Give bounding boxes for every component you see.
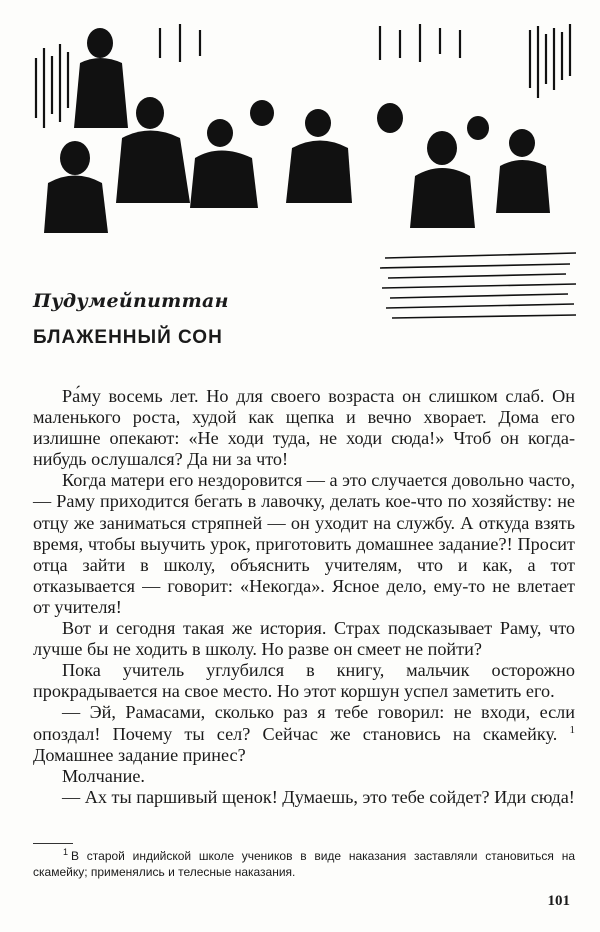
paragraph: Ра́му восемь лет. Но для своего возраста он слишком слаб. Он маленького роста, худой как щепка и вечно хворает. Дома его излишне опекают: «Не ходи туда, не ходи сюда!» Чтоб он когда-нибудь ослушался? Да ни за что! bbox=[33, 386, 575, 470]
footnote-number: 1 bbox=[63, 847, 69, 857]
paragraph: Вот и сегодня такая же история. Страх подсказывает Раму, что лучше бы не ходить в школу. Но разве он смеет не пойти? bbox=[33, 618, 575, 660]
paragraph: Когда матери его нездоровится — а это случается довольно часто, — Раму приходится бегать в лавочку, делать кое-что по хозяйству: не отцу же заниматься стряпней — он уходит на службу. А откуда взять время, чтобы выучить урок, приготовить домашнее задание?! Просит отца зайти в школу, объяснить учителям, что и как, а тот отказывается — говорит: «Некогда». Ясное дело, ему-то не влетает от учителя! bbox=[33, 470, 575, 617]
classroom-scene-illustration bbox=[30, 18, 576, 324]
story-author: Пудумейпиттан bbox=[33, 290, 229, 312]
paragraph: — Ах ты паршивый щенок! Думаешь, это тебе сойдет? Иди сюда! bbox=[62, 786, 575, 807]
dialog-text: Домашнее задание принес? bbox=[33, 744, 246, 765]
dialog-paragraph bbox=[33, 702, 575, 765]
story-title: БЛАЖЕННЫЙ СОН bbox=[33, 327, 223, 348]
story-body bbox=[33, 386, 575, 808]
footnote-reference[interactable]: 1 bbox=[569, 723, 576, 736]
footnote-divider bbox=[33, 843, 73, 844]
footnote-text: В старой индийской школе учеников в виде наказания заставляли становиться на скамейку; применялись и телесные наказания. bbox=[33, 849, 575, 879]
dialog-text: — Эй, Рамасами, сколько раз я тебе говорил: не входи, если опоздал! Почему ты сел? Сейчас же становись на скамейку. bbox=[33, 702, 575, 744]
page-number: 101 bbox=[547, 893, 570, 909]
footnote bbox=[33, 848, 575, 880]
paragraph: Пока учитель углубился в книгу, мальчик осторожно прокрадывается на свое место. Но этот коршун успел заметить его. bbox=[33, 660, 575, 702]
paragraph: Молчание. bbox=[62, 765, 145, 786]
